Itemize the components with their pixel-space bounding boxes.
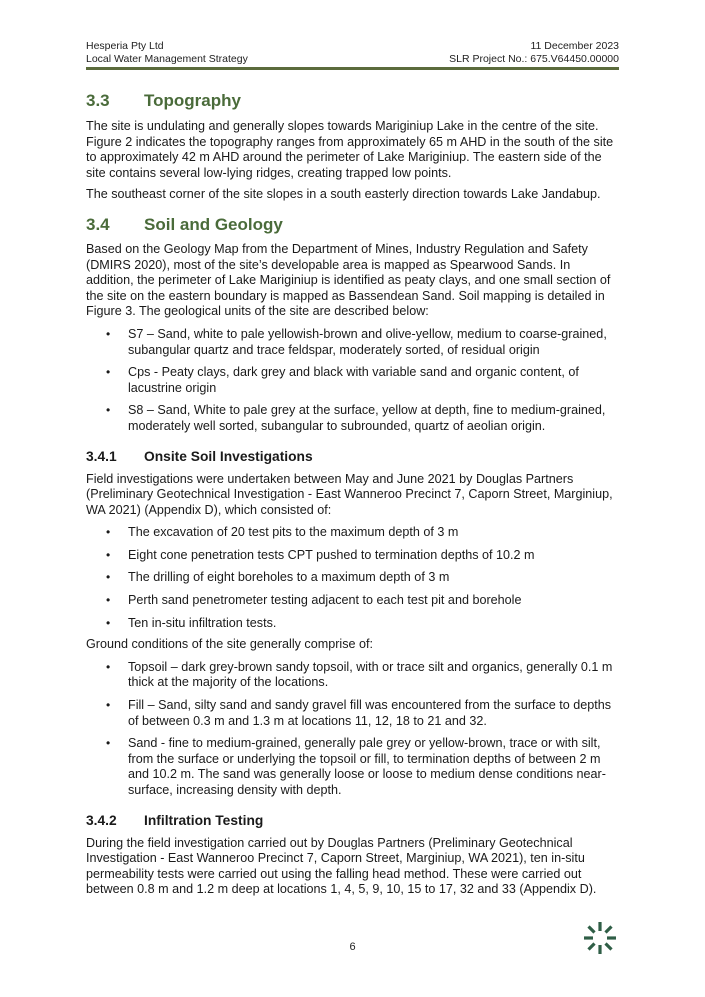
header-rule <box>86 67 619 70</box>
header-right <box>449 40 619 66</box>
logo-stroke <box>589 944 595 950</box>
logo-stroke <box>606 927 612 933</box>
list-item: • S7 – Sand, white to pale yellowish-brown and olive-yellow, medium to coarse-grained, subangular quartz and trace feldspar, moderately sorted, of residual origin <box>86 327 619 358</box>
section-number: 3.4.1 <box>86 448 117 464</box>
heading-infiltration-testing <box>86 812 619 830</box>
geology-units-list <box>86 327 619 435</box>
heading-soil-geology <box>86 214 619 236</box>
list-item: • Eight cone penetration tests CPT pushed to termination depths of 10.2 m <box>86 548 619 564</box>
page-number: 6 <box>349 941 356 953</box>
list-item: • S8 – Sand, White to pale grey at the surface, yellow at depth, fine to medium-grained, moderately well sorted, subangular to subrounded, quartz of aeolian origin. <box>86 403 619 434</box>
investigations-list <box>86 525 619 631</box>
logo-stroke <box>606 944 612 950</box>
heading-onsite-soil-investigations <box>86 448 619 466</box>
logo-mark <box>584 922 616 954</box>
paragraph-infiltration-testing: During the field investigation carried out by Douglas Partners (Preliminary Geotechnical Investigation - East Wanneroo Precinct 7, Caporn Street, Marginiup, WA 2021), ten in-situ permeability tests were carried out using the falling head method. These were carried out between 0.8 m and 1.2 m deep at locations 1, 4, 5, 9, 10, 15 to 17, 32 and 33 (Appendix D). <box>86 835 597 897</box>
page-header <box>86 40 619 68</box>
section-title: Topography <box>144 91 241 110</box>
ground-conditions-list <box>86 660 619 799</box>
section-number: 3.3 <box>86 91 110 110</box>
section-title: Onsite Soil Investigations <box>144 448 313 464</box>
list-item: • Perth sand penetrometer testing adjacent to each test pit and borehole <box>86 593 619 609</box>
section-title: Infiltration Testing <box>144 812 264 828</box>
section-number: 3.4.2 <box>86 812 117 828</box>
list-item: • The drilling of eight boreholes to a maximum depth of 3 m <box>86 570 619 586</box>
company-name: Hesperia Pty Ltd <box>86 40 164 52</box>
heading-topography <box>86 90 619 112</box>
header-left <box>86 40 248 66</box>
paragraph-topography-1: The site is undulating and generally slopes towards Mariginiup Lake in the centre of the site. Figure 2 indicates the topography ranges from approximately 65 m AHD in the south of the site to approximately 42 m AHD around the perimeter of Lake Mariginiup. The eastern side of the site contains several low-lying ridges, creating trapped low points. <box>86 119 614 180</box>
document-title: Local Water Management Strategy <box>86 53 248 65</box>
list-item: • Sand - fine to medium-grained, generally pale grey or yellow-brown, trace or with silt, from the surface or underlying the topsoil or fill, to termination depths of between 2 m and 10.2 m. The sand was generally loose or loose to medium dense conditions near-surface, increasing density with depth. <box>86 736 619 798</box>
slr-logo-icon <box>582 920 618 956</box>
document-date: 11 December 2023 <box>530 40 619 52</box>
list-item: • Topsoil – dark grey-brown sandy topsoil, with or trace silt and organics, generally 0.1 m thick at the majority of the locations. <box>86 660 619 691</box>
paragraph-field-investigations: Field investigations were undertaken between May and June 2021 by Douglas Partners (Preliminary Geotechnical Investigation - East Wanneroo Precinct 7, Caporn Street, Marginiup, WA 2021) (Appendix D), which consisted of: <box>86 471 613 517</box>
paragraph-soil-geology: Based on the Geology Map from the Department of Mines, Industry Regulation and Safety (DMIRS 2020), most of the site’s developable area is mapped as Spearwood Sands. In addition, the perimeter of Lake Mariginiup is identified as peaty clays, and one small section of the site on the eastern boundary is mapped as Bassendean Sand. Soil mapping is detailed in Figure 3. The geological units of the site are described below: <box>86 241 611 319</box>
list-item: • Cps - Peaty clays, dark grey and black with variable sand and organic content, of lacustrine origin <box>86 365 619 396</box>
paragraph-topography-2: The southeast corner of the site slopes in a south easterly direction towards Lake Jandabup. <box>86 187 601 202</box>
paragraph-ground-conditions: Ground conditions of the site generally comprise of: <box>86 637 374 652</box>
project-number: SLR Project No.: 675.V64450.00000 <box>449 53 619 65</box>
document-body <box>86 90 619 898</box>
section-number: 3.4 <box>86 214 110 234</box>
section-title: Soil and Geology <box>144 214 283 234</box>
list-item: • Fill – Sand, silty sand and sandy gravel fill was encountered from the surface to depths of between 0.3 m and 1.3 m at locations 11, 12, 18 to 21 and 32. <box>86 698 619 729</box>
list-item: • Ten in-situ infiltration tests. <box>86 616 619 632</box>
list-item: • The excavation of 20 test pits to the maximum depth of 3 m <box>86 525 619 541</box>
logo-stroke <box>589 927 595 933</box>
